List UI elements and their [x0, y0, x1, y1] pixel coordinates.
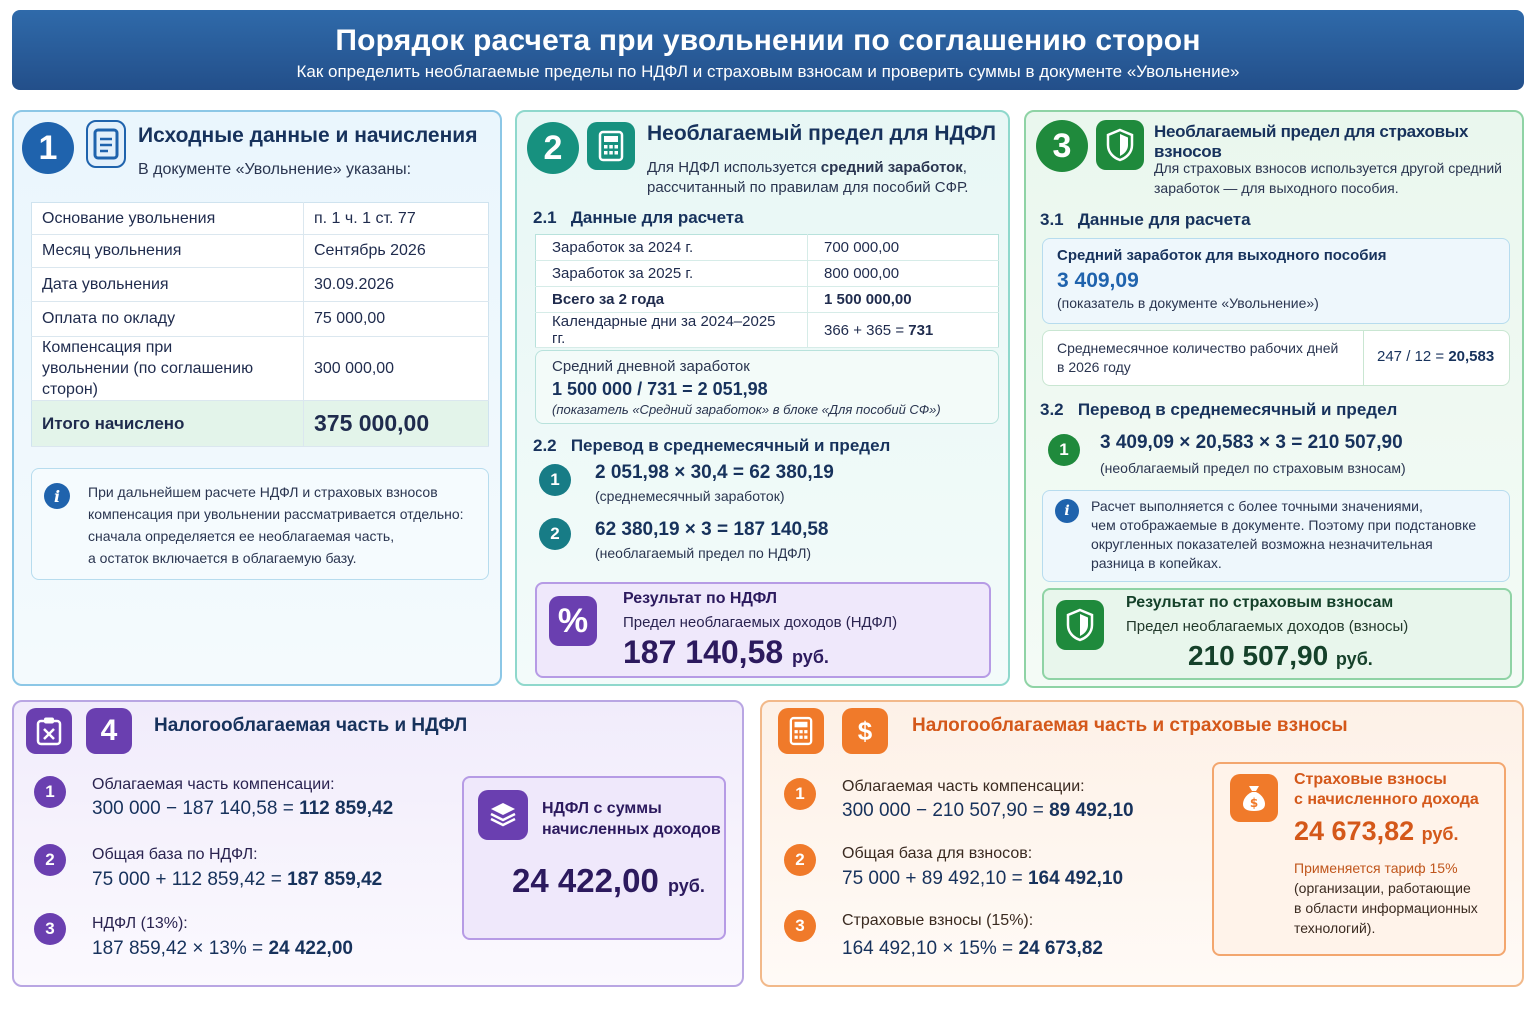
ndfl-result-value: 187 140,58 руб. [623, 634, 829, 670]
clipboard-tax-icon [26, 708, 72, 754]
table-row: Основание увольнения п. 1 ч. 1 ст. 77 [32, 203, 489, 235]
document-icon [86, 120, 126, 168]
step-number-badge: 1 [784, 778, 816, 810]
panel-title: Налогооблагаемая часть и НДФЛ [154, 715, 468, 736]
table-row: Дата увольнения 30.09.2026 [32, 268, 489, 302]
initial-data-table [31, 202, 489, 447]
table-row: Месяц увольнения Сентябрь 2026 [32, 235, 489, 268]
step-number-badge: 1 [539, 464, 571, 496]
ndfl-tax-result-box: НДФЛ с суммы начисленных доходов 24 422,00 руб. [462, 776, 726, 940]
step-number-badge: 1 [22, 122, 74, 174]
dollar-tag-icon: $ [842, 708, 888, 754]
total-row: Итого начислено 375 000,00 [32, 401, 489, 447]
contributions-tax-result-box: $ Страховые взносы с начисленного дохода 24 673,82 руб. Применяется тариф 15% (организации, работающие в области информационных технологий). [1212, 762, 1506, 956]
panel-title: Налогооблагаемая часть и страховые взносы [912, 715, 1348, 736]
page-title: Порядок расчета при увольнении по соглашению сторон [335, 24, 1201, 57]
step-number-badge: 1 [1048, 434, 1080, 466]
ndfl-tax-value: 24 422,00 руб. [512, 862, 705, 899]
info-icon: i [44, 483, 70, 509]
stack-icon [478, 790, 528, 840]
step-number-badge: 1 [34, 776, 66, 808]
shield-icon [1096, 120, 1144, 170]
section-heading: 2.1 Данные для расчета [533, 208, 744, 227]
panel-initial-data [12, 110, 502, 686]
section-heading: 3.2 Перевод в среднемесячный и предел [1040, 400, 1398, 419]
ndfl-result-box: % Результат по НДФЛ Предел необлагаемых доходов (НДФЛ) 187 140,58 руб. [535, 582, 991, 678]
section-heading: 3.1 Данные для расчета [1040, 210, 1251, 229]
shield-icon [1056, 600, 1104, 650]
table-row: Заработок за 2024 г. 700 000,00 [536, 235, 999, 261]
step-number-badge: 2 [527, 122, 579, 174]
step-number-badge: 4 [86, 708, 132, 754]
panel-contributions-limit: 3 Необлагаемый предел для страховых взносов Для страховых взносов используется другой средний заработок — для выходного пособия. 3.1 Данные для расчета Средний заработок для выходного пособия 3 409,09 (показатель в документе «Увольнение») Среднемесячное количество рабочих дней в 2026 году 247 / 12 = 20,583 3.2 Перевод в среднемесячный и предел 1 3 409,09 × 20,583 × 3 = 210 507,90 (необлагаемый предел по страховым взносам) i Расчет выполняется с более точными значениями, чем отображаемые в документе. Поэтому при подстановке округленных показателей возможна незначительная разница в копейках. Результат по страховым взносам Предел необлагаемых доходов (взносы) 210 507,90 руб. [1024, 110, 1524, 688]
info-note [31, 468, 489, 580]
calculator-icon [587, 122, 635, 170]
money-bag-icon [1230, 774, 1278, 822]
panel-subtitle: В документе «Увольнение» указаны: [138, 161, 412, 178]
info-text: При дальнейшем расчете НДФЛ и страховых взносов компенсация при увольнении рассматривается отдельно: сначала определяется ее необлагаемая часть, а остаток включается в облагаемую базу. [88, 484, 464, 566]
svg-text:$: $ [1249, 796, 1259, 810]
panel-ndfl-tax: 4 Налогооблагаемая часть и НДФЛ 1 Облагаемая часть компенсации: 300 000 − 187 140,58 = 112 859,42 2 Общая база по НДФЛ: 75 000 + 112 859,42 = 187 859,42 3 НДФЛ (13%): 187 859,42 × 13% = 24 422,00 НДФЛ с суммы начисленных доходов 24 422,00 руб. [12, 700, 744, 987]
table-row: Заработок за 2025 г. 800 000,00 [536, 261, 999, 287]
page-subtitle: Как определить необлагаемые пределы по НДФЛ и страховым взносам и проверить суммы в документе «Увольнение» [296, 62, 1240, 81]
panel-contributions-tax: $ Налогооблагаемая часть и страховые взносы 1 Облагаемая часть компенсации: 300 000 − 210 507,90 = 89 492,10 2 Общая база для взносов: 75 000 + 89 492,10 = 164 492,10 3 Страховые взносы (15%): 164 492,10 × 15% = 24 673,82 $ Страховые взносы с начисленного дохода 24 673,82 руб. Применяется тариф 15% (организации, работающие в области информационных технологий). [760, 700, 1524, 987]
calculator-icon [778, 708, 824, 754]
step-number-badge: 3 [784, 910, 816, 942]
contributions-tax-value: 24 673,82 руб. [1294, 816, 1459, 846]
table-row: Всего за 2 года 1 500 000,00 [536, 287, 999, 313]
panel-subtitle: Для НДФЛ используется средний заработок, рассчитанный по правилам для пособий СФР. [647, 159, 969, 196]
step-number-badge: 2 [539, 518, 571, 550]
panel-subtitle: Для страховых взносов используется другой средний заработок — для выходного пособия. [1154, 160, 1503, 196]
step-number-badge: 2 [784, 844, 816, 876]
contributions-result-box: Результат по страховым взносам Предел необлагаемых доходов (взносы) 210 507,90 руб. [1042, 588, 1512, 680]
table-row: Оплата по окладу 75 000,00 [32, 302, 489, 337]
table-row: Календарные дни за 2024–2025 гг. 366 + 365 = 731 [536, 313, 999, 348]
step-number-badge: 3 [34, 913, 66, 945]
section-heading: 2.2 Перевод в среднемесячный и предел [533, 436, 891, 455]
info-note: i Расчет выполняется с более точными значениями, чем отображаемые в документе. Поэтому при подстановке округленных показателей возможна незначительная разница в копейках. [1042, 490, 1510, 582]
step-number-badge: 3 [1036, 120, 1088, 172]
panel-ndfl-limit: 2 Необлагаемый предел для НДФЛ Для НДФЛ используется средний заработок, рассчитанный по правилам для пособий СФР. 2.1 Данные для расчета Заработок за 2024 г. 700 000,00 Заработок за 2025 г. 800 000,00 Всего за 2 года 1 500 000,00 Календарные дни за 2024–2025 гг. 366 + 365 = 731 Средний дневной заработок 1 500 000 / 731 = 2 051,98 (показатель «Средний заработок» в блоке «Для пособий СФ») 2.2 Перевод в среднемесячный и предел 1 2 051,98 × 30,4 = 62 380,19 (среднемесячный заработок) 2 62 380,19 × 3 = 187 140,58 (необлагаемый предел по НДФЛ) % Результат по НДФЛ Предел необлагаемых доходов (НДФЛ) 187 140,58 руб. [515, 110, 1010, 686]
contributions-result-value: 210 507,90 руб. [1188, 640, 1373, 671]
info-icon: i [1055, 499, 1079, 523]
percent-icon: % [549, 596, 597, 646]
page-header [12, 10, 1524, 90]
panel-title: Исходные данные и начисления [138, 124, 478, 147]
panel-title: Необлагаемый предел для страховых взносов [1154, 122, 1469, 161]
avg-daily-card: Средний дневной заработок 1 500 000 / 731 = 2 051,98 (показатель «Средний заработок» в блоке «Для пособий СФ») [535, 350, 999, 424]
table-row: Компенсация при увольнении (по соглашению сторон) 300 000,00 [32, 337, 489, 401]
step-number-badge: 2 [34, 844, 66, 876]
ndfl-data-table [535, 234, 999, 348]
divider [1363, 331, 1364, 385]
working-days-card: Среднемесячное количество рабочих дней в 2026 году 247 / 12 = 20,583 [1042, 330, 1510, 386]
panel-title: Необлагаемый предел для НДФЛ [647, 122, 997, 145]
avg-earnings-card: Средний заработок для выходного пособия 3 409,09 (показатель в документе «Увольнение») [1042, 238, 1510, 324]
